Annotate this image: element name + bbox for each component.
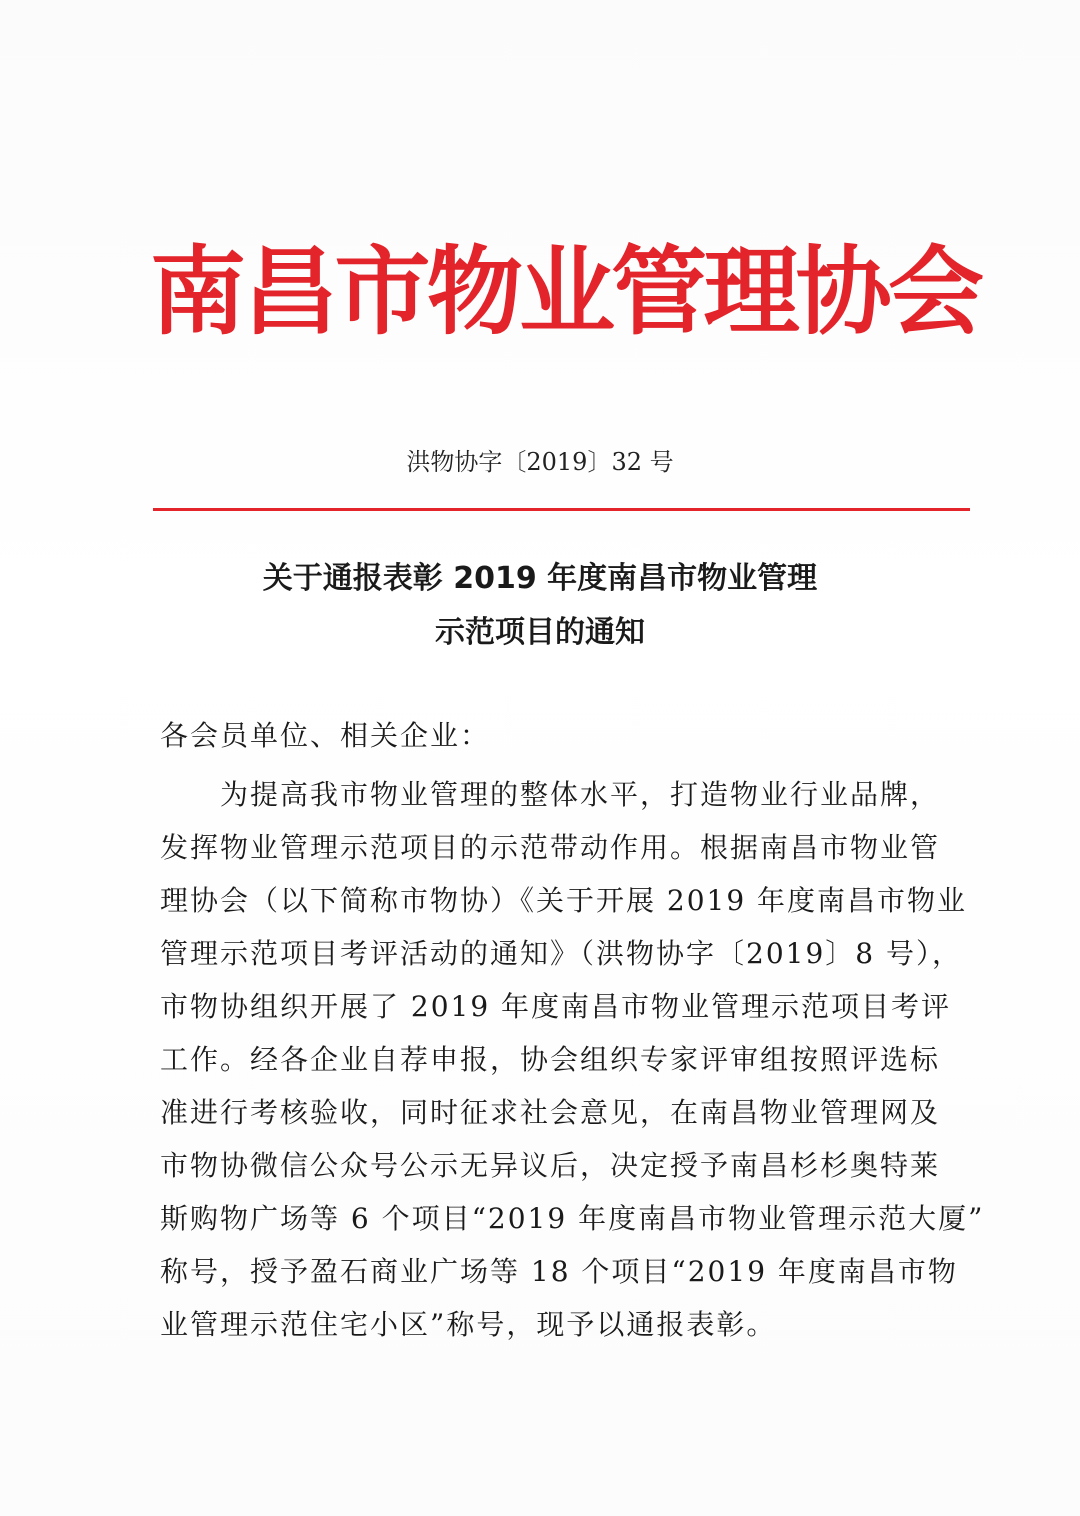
letterhead-char: 协 xyxy=(795,236,892,348)
body-line: 市物协组织开展了 2019 年度南昌市物业管理示范项目考评 xyxy=(160,990,952,1023)
salutation: 各会员单位、相关企业： xyxy=(160,719,491,752)
document-number: 洪物协字〔2019〕32 号 xyxy=(406,448,674,476)
body-line: 业管理示范住宅小区”称号，现予以通报表彰。 xyxy=(160,1308,777,1341)
body-paragraph xyxy=(160,768,985,1351)
body-line: 工作。经各企业自荐申报，协会组织专家评审组按照评选标 xyxy=(160,1043,941,1076)
header-divider xyxy=(153,508,970,511)
title-line: 关于通报表彰 2019 年度南昌市物业管理 xyxy=(262,561,818,596)
body-line: 理协会（以下简称市物协）《关于开展 2019 年度南昌市物业 xyxy=(160,884,968,917)
letterhead-char: 物 xyxy=(426,236,523,348)
body-line: 为提高我市物业管理的整体水平，打造物业行业品牌， xyxy=(160,778,941,811)
body-line: 斯购物广场等 6 个项目“2019 年度南昌市物业管理示范大厦” xyxy=(160,1202,985,1235)
letterhead-char: 会 xyxy=(888,236,984,348)
letterhead-char: 管 xyxy=(611,236,708,348)
organization-letterhead xyxy=(150,232,984,352)
document-title xyxy=(0,552,1080,660)
body-line: 发挥物业管理示范项目的示范带动作用。根据南昌市物业管 xyxy=(160,831,941,864)
body-line: 准进行考核验收，同时征求社会意见，在南昌物业管理网及 xyxy=(160,1096,941,1129)
body-line: 市物协微信公众号公示无异议后，决定授予南昌杉杉奥特莱 xyxy=(160,1149,941,1182)
letterhead-char: 业 xyxy=(519,236,615,348)
title-line: 示范项目的通知 xyxy=(435,615,645,650)
letterhead-char: 南 xyxy=(150,236,246,348)
letterhead-char: 市 xyxy=(334,236,431,348)
body-line: 管理示范项目考评活动的通知》（洪物协字〔2019〕8 号）， xyxy=(160,937,962,970)
letterhead-char: 理 xyxy=(703,236,800,348)
letterhead-char: 昌 xyxy=(242,236,339,348)
body-line: 称号，授予盈石商业广场等 18 个项目“2019 年度南昌市物 xyxy=(160,1255,958,1288)
